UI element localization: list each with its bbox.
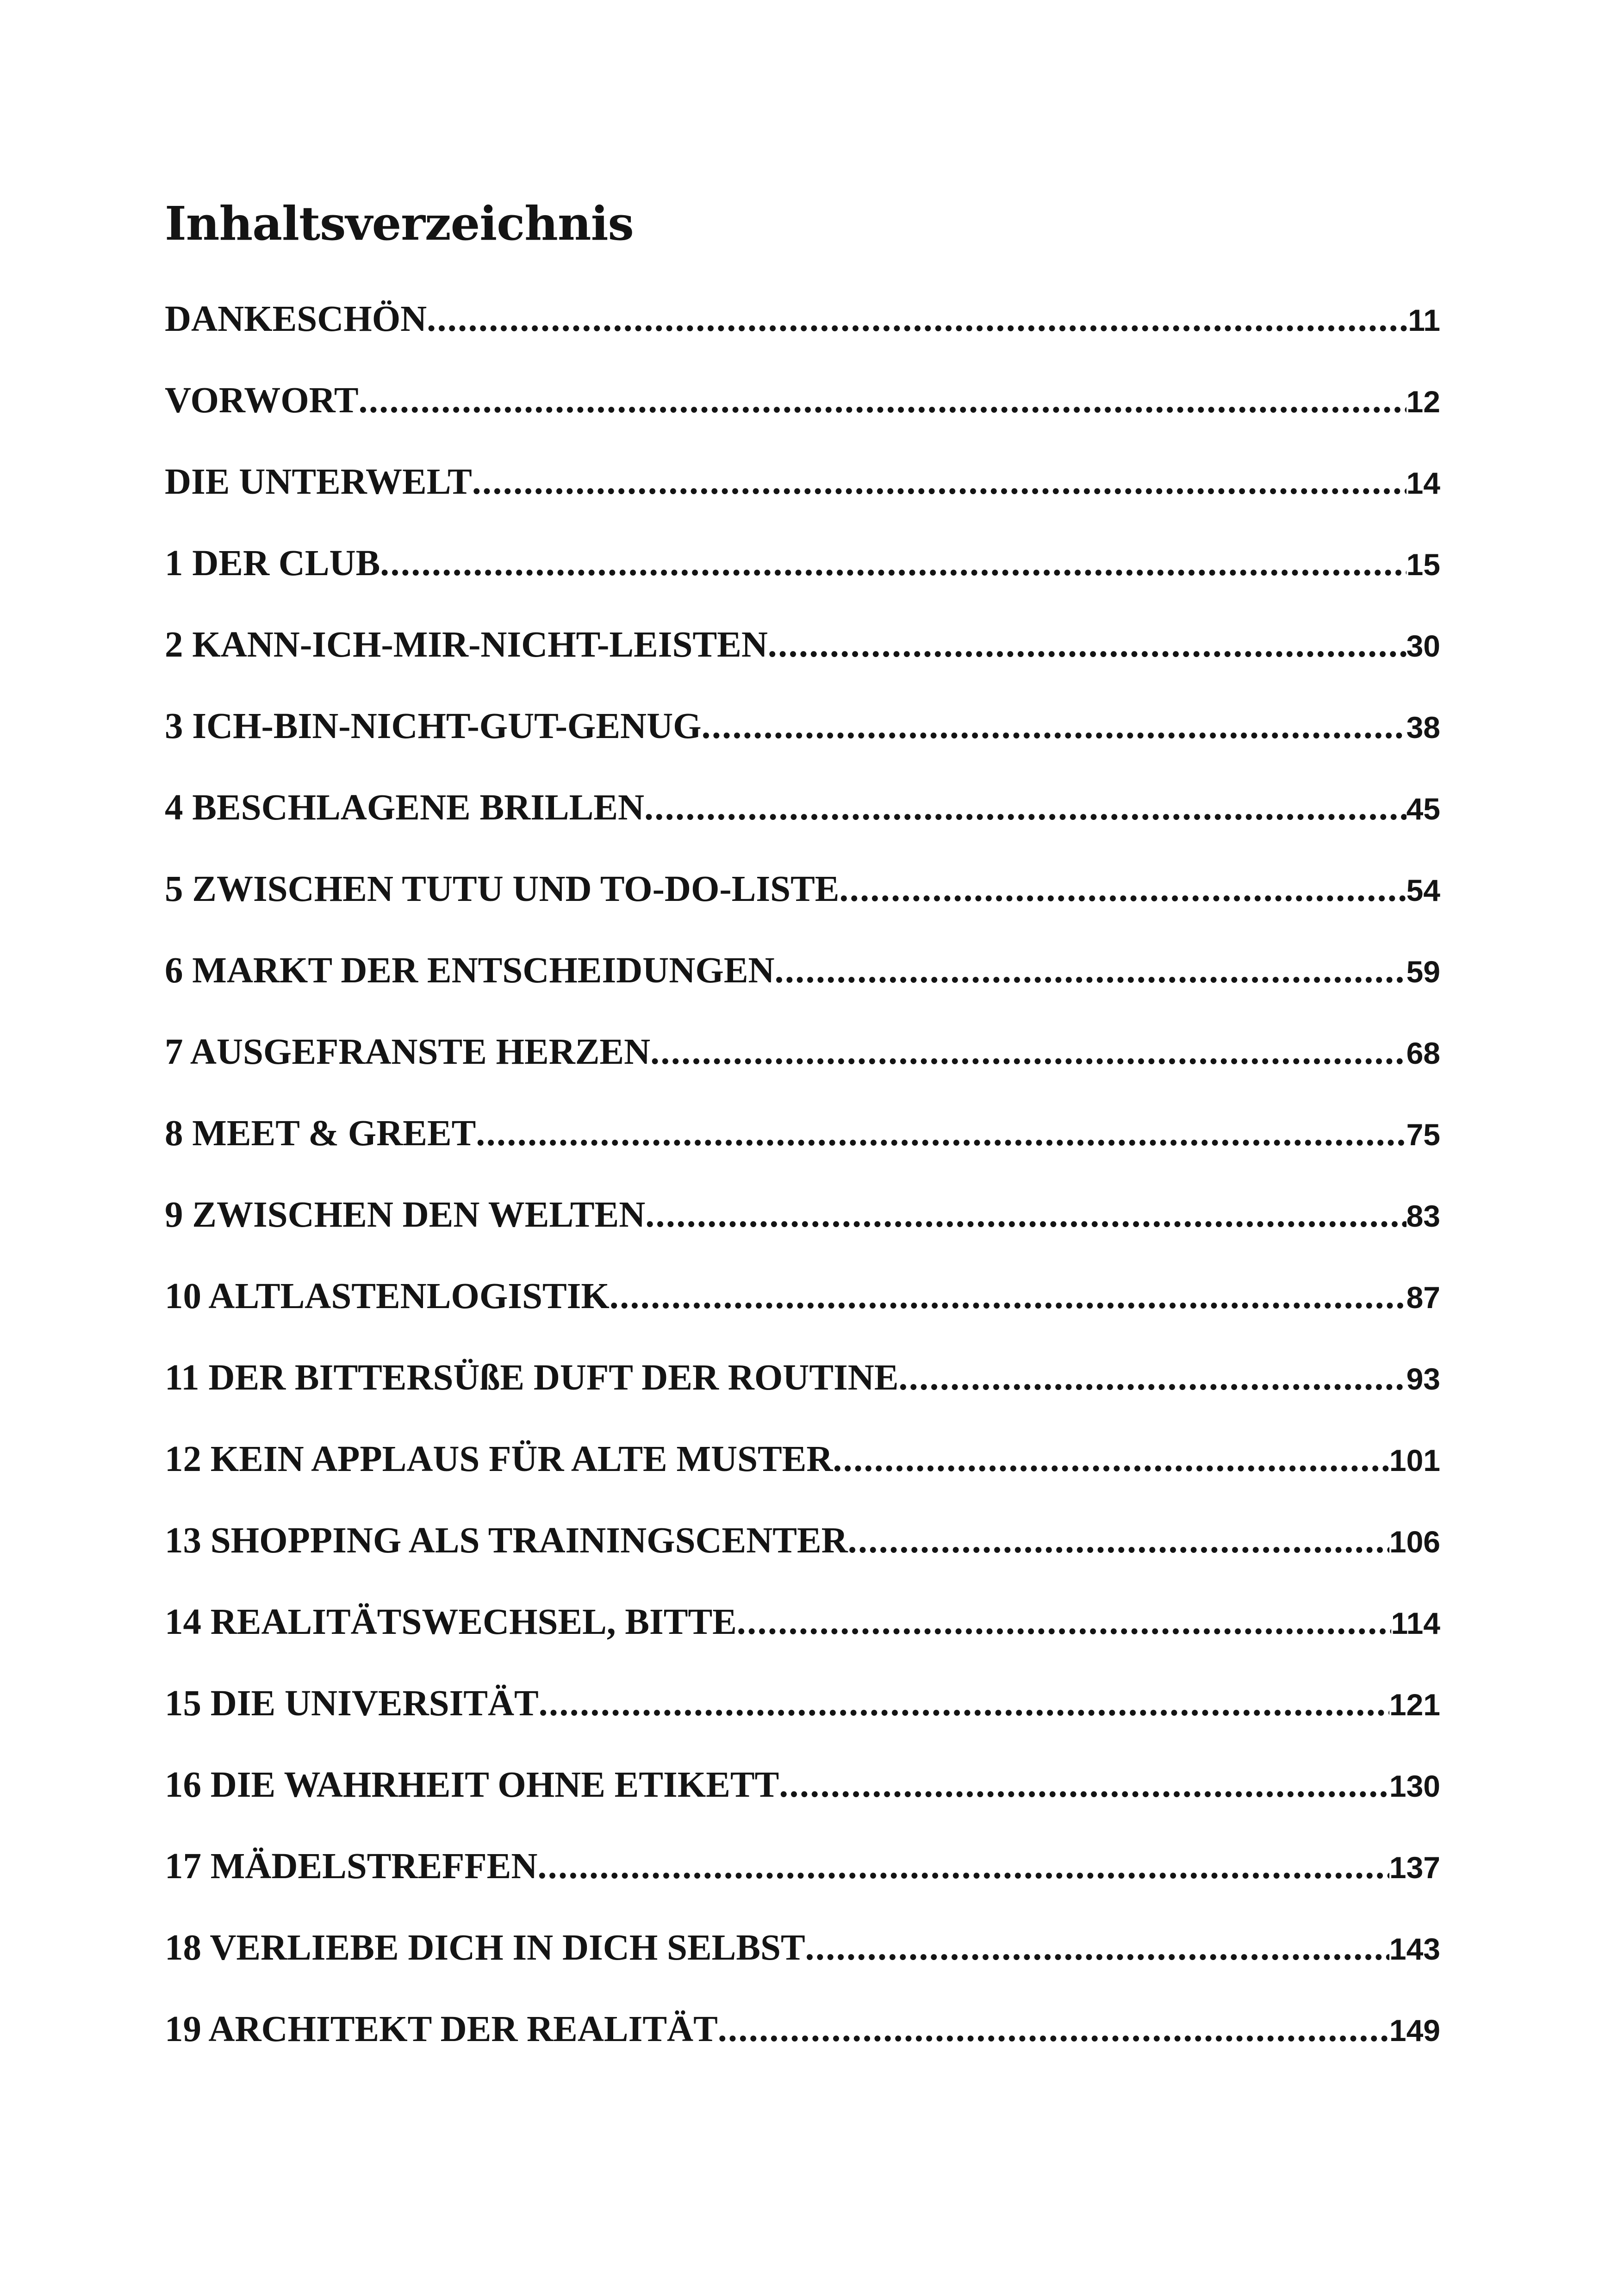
toc-entry-page-number: 68: [1406, 1036, 1440, 1070]
toc-dot-leader: [899, 1348, 1406, 1408]
toc-entry[interactable]: [165, 1999, 1440, 2081]
toc-entry-page-number: 106: [1389, 1525, 1440, 1559]
toc-entry-page-number: 101: [1389, 1443, 1440, 1477]
toc-entry-label: DANKESCHÖN: [165, 299, 427, 339]
toc-entry[interactable]: [165, 615, 1440, 696]
toc-dot-leader: [472, 452, 1406, 512]
toc-entry-label: 5 ZWISCHEN TUTU UND TO-DO-LISTE: [165, 869, 840, 909]
toc-entry[interactable]: [165, 1918, 1440, 1999]
toc-entry[interactable]: [165, 1185, 1440, 1266]
toc-entry-label: 4 BESCHLAGENE BRILLEN: [165, 788, 645, 828]
toc-dot-leader: [645, 1185, 1406, 1245]
toc-entry[interactable]: [165, 1511, 1440, 1592]
toc-entry-page-number: 38: [1406, 710, 1440, 745]
toc-entry-label: DIE UNTERWELT: [165, 462, 472, 502]
toc-dot-leader: [537, 1837, 1389, 1897]
toc-entry-label: 9 ZWISCHEN DEN WELTEN: [165, 1195, 646, 1235]
toc-entry[interactable]: [165, 1674, 1440, 1755]
toc-dot-leader: [610, 1266, 1406, 1327]
toc-entry-label: 3 ICH-BIN-NICHT-GUT-GENUG: [165, 706, 702, 746]
toc-heading: Inhaltsverzeichnis: [165, 196, 634, 251]
toc-dot-leader: [427, 289, 1408, 349]
toc-entry-label: 14 REALITÄTSWECHSEL, BITTE: [165, 1602, 737, 1642]
toc-entry[interactable]: [165, 696, 1440, 778]
toc-entry-label: 19 ARCHITEKT DER REALITÄT: [165, 2009, 718, 2049]
toc-entry-page-number: 11: [1408, 303, 1440, 337]
toc-entry-label: 15 DIE UNIVERSITÄT: [165, 1683, 539, 1724]
toc-entry-label: 18 VERLIEBE DICH IN DICH SELBST: [165, 1928, 805, 1968]
toc-entry-page-number: 15: [1406, 547, 1440, 582]
toc-entry-label: 8 MEET & GREET: [165, 1113, 476, 1154]
toc-entry-page-number: 121: [1389, 1688, 1440, 1722]
toc-dot-leader: [644, 778, 1406, 838]
toc-dot-leader: [775, 941, 1406, 1001]
toc-entry-label: 6 MARKT DER ENTSCHEIDUNGEN: [165, 950, 775, 991]
toc-entry-label: 12 KEIN APPLAUS FÜR ALTE MUSTER: [165, 1439, 833, 1479]
toc-entry-label: 16 DIE WAHRHEIT OHNE ETIKETT: [165, 1765, 779, 1805]
toc-entry[interactable]: [165, 1022, 1440, 1104]
toc-entry-page-number: 59: [1406, 955, 1440, 989]
toc-entry[interactable]: [165, 1348, 1440, 1429]
toc-entry[interactable]: [165, 289, 1440, 371]
toc-entry-page-number: 137: [1389, 1850, 1440, 1885]
toc-dot-leader: [737, 1592, 1391, 1652]
toc-entry[interactable]: [165, 1837, 1440, 1918]
toc-entry-label: 1 DER CLUB: [165, 543, 380, 583]
toc-dot-leader: [650, 1022, 1406, 1082]
toc-entry-page-number: 114: [1391, 1606, 1440, 1640]
toc-entry[interactable]: [165, 1592, 1440, 1674]
toc-entry-label: 7 AUSGEFRANSTE HERZEN: [165, 1032, 651, 1072]
toc-entry[interactable]: [165, 778, 1440, 859]
toc-entry-label: 10 ALTLASTENLOGISTIK: [165, 1276, 610, 1316]
toc-entry-page-number: 143: [1389, 1932, 1440, 1966]
toc-entry[interactable]: [165, 941, 1440, 1022]
toc-entry-label: 2 KANN-ICH-MIR-NICHT-LEISTEN: [165, 625, 768, 665]
toc-entry[interactable]: [165, 1755, 1440, 1837]
toc-entry-label: VORWORT: [165, 380, 359, 421]
toc-entry[interactable]: [165, 371, 1440, 452]
toc-entry-page-number: 12: [1406, 385, 1440, 419]
toc-entry-page-number: 14: [1406, 466, 1440, 500]
toc-dot-leader: [848, 1511, 1389, 1571]
toc-entry[interactable]: [165, 859, 1440, 941]
toc-dot-leader: [779, 1755, 1389, 1815]
toc-entry-page-number: 130: [1389, 1769, 1440, 1803]
toc-entry[interactable]: [165, 534, 1440, 615]
toc-entry-page-number: 83: [1406, 1199, 1440, 1233]
toc-entry[interactable]: [165, 1429, 1440, 1511]
toc-dot-leader: [476, 1104, 1406, 1164]
toc-entry-page-number: 93: [1406, 1362, 1440, 1396]
toc-entry-page-number: 87: [1406, 1280, 1440, 1315]
toc-dot-leader: [359, 371, 1406, 431]
toc-dot-leader: [539, 1674, 1389, 1734]
toc-dot-leader: [380, 534, 1406, 594]
toc-entry-label: 17 MÄDELSTREFFEN: [165, 1846, 538, 1886]
toc-entry[interactable]: [165, 452, 1440, 534]
toc-entry-label: 13 SHOPPING ALS TRAININGSCENTER: [165, 1520, 848, 1561]
toc-dot-leader: [768, 615, 1406, 675]
toc-list: [165, 289, 1440, 2081]
toc-dot-leader: [718, 1999, 1389, 2060]
toc-dot-leader: [805, 1918, 1389, 1978]
toc-entry-label: 11 DER BITTERSÜßE DUFT DER ROUTINE: [165, 1358, 899, 1398]
toc-dot-leader: [840, 859, 1406, 919]
toc-entry-page-number: 149: [1389, 2013, 1440, 2048]
toc-entry-page-number: 45: [1406, 792, 1440, 826]
toc-entry[interactable]: [165, 1104, 1440, 1185]
toc-entry-page-number: 54: [1406, 873, 1440, 907]
toc-entry-page-number: 30: [1406, 629, 1440, 663]
toc-dot-leader: [702, 696, 1406, 757]
toc-entry[interactable]: [165, 1266, 1440, 1348]
toc-dot-leader: [833, 1429, 1389, 1489]
toc-entry-page-number: 75: [1406, 1117, 1440, 1152]
